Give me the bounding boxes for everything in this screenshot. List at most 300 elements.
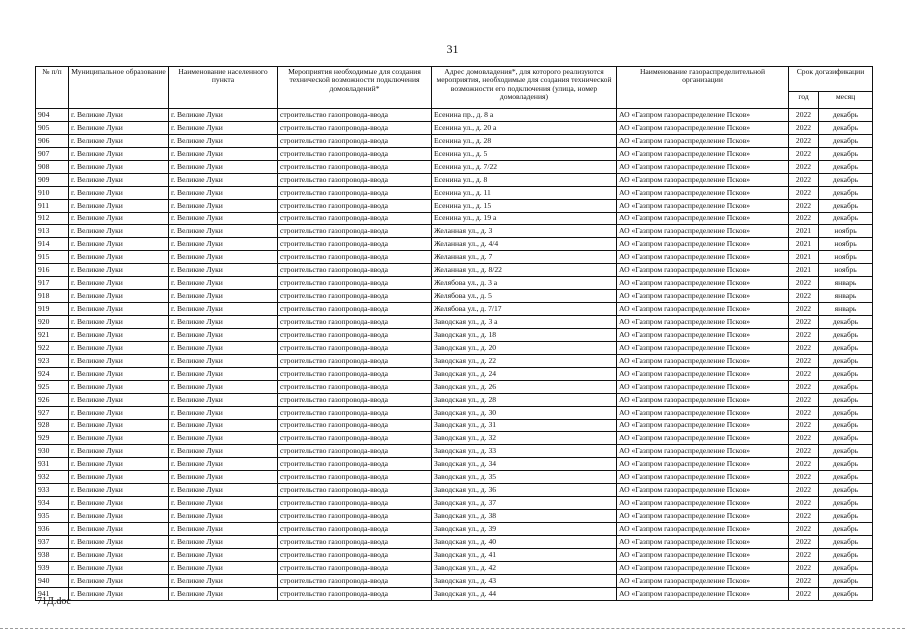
cell-measure: строительство газопровода-ввода	[278, 574, 432, 587]
cell-num: 913	[36, 225, 69, 238]
cell-municipality: г. Великие Луки	[69, 160, 169, 173]
cell-organization: АО «Газпром газораспределение Псков»	[617, 419, 789, 432]
cell-address: Есенина ул., д. 7/22	[432, 160, 617, 173]
cell-address: Есенина ул., д. 28	[432, 134, 617, 147]
cell-month: декабрь	[819, 523, 873, 536]
cell-measure: строительство газопровода-ввода	[278, 432, 432, 445]
cell-address: Заводская ул., д. 35	[432, 471, 617, 484]
cell-address: Желанная ул., д. 8/22	[432, 264, 617, 277]
cell-organization: АО «Газпром газораспределение Псков»	[617, 264, 789, 277]
cell-municipality: г. Великие Луки	[69, 380, 169, 393]
cell-year: 2022	[789, 316, 819, 329]
cell-measure: строительство газопровода-ввода	[278, 380, 432, 393]
table-row	[36, 445, 873, 458]
cell-address: Заводская ул., д. 18	[432, 328, 617, 341]
cell-month: декабрь	[819, 121, 873, 134]
gasification-schedule-table	[35, 66, 873, 601]
cell-num: 938	[36, 548, 69, 561]
cell-year: 2022	[789, 458, 819, 471]
cell-num: 911	[36, 199, 69, 212]
cell-year: 2022	[789, 328, 819, 341]
scan-edge-line	[0, 628, 905, 629]
cell-measure: строительство газопровода-ввода	[278, 264, 432, 277]
cell-organization: АО «Газпром газораспределение Псков»	[617, 225, 789, 238]
cell-settlement: г. Великие Луки	[169, 574, 278, 587]
cell-month: декабрь	[819, 471, 873, 484]
cell-year: 2022	[789, 134, 819, 147]
cell-year: 2021	[789, 251, 819, 264]
cell-address: Есенина ул., д. 19 а	[432, 212, 617, 225]
cell-num: 918	[36, 290, 69, 303]
header-measures: Мероприятия необходимые для создания технической возможности подключения домовладений*	[278, 67, 432, 109]
cell-settlement: г. Великие Луки	[169, 316, 278, 329]
cell-municipality: г. Великие Луки	[69, 561, 169, 574]
cell-measure: строительство газопровода-ввода	[278, 316, 432, 329]
cell-month: декабрь	[819, 367, 873, 380]
table-row	[36, 419, 873, 432]
cell-month: декабрь	[819, 432, 873, 445]
cell-month: ноябрь	[819, 251, 873, 264]
cell-num: 930	[36, 445, 69, 458]
cell-year: 2022	[789, 561, 819, 574]
cell-num: 920	[36, 316, 69, 329]
cell-num: 928	[36, 419, 69, 432]
cell-year: 2022	[789, 290, 819, 303]
cell-measure: строительство газопровода-ввода	[278, 354, 432, 367]
cell-month: декабрь	[819, 574, 873, 587]
cell-year: 2022	[789, 121, 819, 134]
cell-year: 2022	[789, 147, 819, 160]
cell-municipality: г. Великие Луки	[69, 121, 169, 134]
cell-measure: строительство газопровода-ввода	[278, 445, 432, 458]
cell-num: 934	[36, 497, 69, 510]
cell-settlement: г. Великие Луки	[169, 587, 278, 600]
cell-measure: строительство газопровода-ввода	[278, 419, 432, 432]
cell-settlement: г. Великие Луки	[169, 548, 278, 561]
cell-municipality: г. Великие Луки	[69, 523, 169, 536]
table-row	[36, 548, 873, 561]
cell-municipality: г. Великие Луки	[69, 341, 169, 354]
cell-address: Заводская ул., д. 31	[432, 419, 617, 432]
cell-num: 923	[36, 354, 69, 367]
cell-municipality: г. Великие Луки	[69, 367, 169, 380]
cell-year: 2022	[789, 109, 819, 122]
cell-num: 935	[36, 510, 69, 523]
cell-address: Желябова ул., д. 5	[432, 290, 617, 303]
cell-organization: АО «Газпром газораспределение Псков»	[617, 199, 789, 212]
header-year: год	[789, 92, 819, 109]
cell-month: декабрь	[819, 484, 873, 497]
cell-address: Заводская ул., д. 40	[432, 535, 617, 548]
cell-organization: АО «Газпром газораспределение Псков»	[617, 471, 789, 484]
cell-municipality: г. Великие Луки	[69, 134, 169, 147]
cell-year: 2022	[789, 393, 819, 406]
table-row	[36, 367, 873, 380]
cell-measure: строительство газопровода-ввода	[278, 225, 432, 238]
cell-num: 908	[36, 160, 69, 173]
page-number: 31	[446, 42, 459, 56]
cell-measure: строительство газопровода-ввода	[278, 471, 432, 484]
cell-organization: АО «Газпром газораспределение Псков»	[617, 367, 789, 380]
cell-year: 2022	[789, 471, 819, 484]
cell-settlement: г. Великие Луки	[169, 121, 278, 134]
cell-address: Заводская ул., д. 32	[432, 432, 617, 445]
table-row	[36, 380, 873, 393]
cell-address: Заводская ул., д. 33	[432, 445, 617, 458]
cell-address: Заводская ул., д. 44	[432, 587, 617, 600]
cell-year: 2021	[789, 264, 819, 277]
cell-year: 2022	[789, 199, 819, 212]
cell-address: Есенина ул., д. 20 а	[432, 121, 617, 134]
cell-year: 2022	[789, 587, 819, 600]
cell-year: 2022	[789, 406, 819, 419]
cell-measure: строительство газопровода-ввода	[278, 303, 432, 316]
header-deadline: Срок догазификации	[789, 67, 873, 92]
cell-month: декабрь	[819, 561, 873, 574]
cell-address: Заводская ул., д. 38	[432, 510, 617, 523]
cell-measure: строительство газопровода-ввода	[278, 548, 432, 561]
cell-measure: строительство газопровода-ввода	[278, 147, 432, 160]
cell-organization: АО «Газпром газораспределение Псков»	[617, 251, 789, 264]
cell-num: 914	[36, 238, 69, 251]
cell-num: 937	[36, 535, 69, 548]
cell-municipality: г. Великие Луки	[69, 574, 169, 587]
cell-municipality: г. Великие Луки	[69, 445, 169, 458]
cell-organization: АО «Газпром газораспределение Псков»	[617, 523, 789, 536]
cell-address: Есенина ул., д. 8	[432, 173, 617, 186]
cell-organization: АО «Газпром газораспределение Псков»	[617, 238, 789, 251]
cell-measure: строительство газопровода-ввода	[278, 510, 432, 523]
cell-month: ноябрь	[819, 264, 873, 277]
cell-organization: АО «Газпром газораспределение Псков»	[617, 109, 789, 122]
cell-organization: АО «Газпром газораспределение Псков»	[617, 587, 789, 600]
cell-month: декабрь	[819, 173, 873, 186]
cell-month: ноябрь	[819, 225, 873, 238]
cell-year: 2021	[789, 225, 819, 238]
header-settlement: Наименование населенного пункта	[169, 67, 278, 109]
cell-settlement: г. Великие Луки	[169, 134, 278, 147]
cell-address: Заводская ул., д. 22	[432, 354, 617, 367]
table-row	[36, 277, 873, 290]
cell-measure: строительство газопровода-ввода	[278, 186, 432, 199]
cell-settlement: г. Великие Луки	[169, 238, 278, 251]
cell-organization: АО «Газпром газораспределение Псков»	[617, 510, 789, 523]
cell-month: январь	[819, 303, 873, 316]
cell-year: 2022	[789, 432, 819, 445]
cell-num: 905	[36, 121, 69, 134]
table-row	[36, 484, 873, 497]
table-row	[36, 290, 873, 303]
table-row	[36, 510, 873, 523]
cell-settlement: г. Великие Луки	[169, 341, 278, 354]
cell-month: декабрь	[819, 548, 873, 561]
table-row	[36, 535, 873, 548]
cell-month: декабрь	[819, 328, 873, 341]
cell-organization: АО «Газпром газораспределение Псков»	[617, 548, 789, 561]
header-address: Адрес домовладения*, для которого реализуются мероприятия, необходимые для создания технической возможности его подключения (улица, номер домовладения)	[432, 67, 617, 109]
table-row	[36, 199, 873, 212]
table-row	[36, 225, 873, 238]
cell-address: Заводская ул., д. 30	[432, 406, 617, 419]
cell-municipality: г. Великие Луки	[69, 173, 169, 186]
cell-settlement: г. Великие Луки	[169, 419, 278, 432]
cell-month: декабрь	[819, 497, 873, 510]
cell-municipality: г. Великие Луки	[69, 303, 169, 316]
cell-year: 2022	[789, 574, 819, 587]
cell-organization: АО «Газпром газораспределение Псков»	[617, 341, 789, 354]
cell-month: декабрь	[819, 341, 873, 354]
cell-month: декабрь	[819, 393, 873, 406]
cell-address: Заводская ул., д. 20	[432, 341, 617, 354]
table-row	[36, 406, 873, 419]
cell-organization: АО «Газпром газораспределение Псков»	[617, 445, 789, 458]
table-row	[36, 173, 873, 186]
cell-organization: АО «Газпром газораспределение Псков»	[617, 173, 789, 186]
cell-measure: строительство газопровода-ввода	[278, 134, 432, 147]
cell-measure: строительство газопровода-ввода	[278, 238, 432, 251]
cell-year: 2022	[789, 173, 819, 186]
cell-measure: строительство газопровода-ввода	[278, 587, 432, 600]
cell-municipality: г. Великие Луки	[69, 212, 169, 225]
cell-month: декабрь	[819, 445, 873, 458]
cell-settlement: г. Великие Луки	[169, 535, 278, 548]
cell-organization: АО «Газпром газораспределение Псков»	[617, 134, 789, 147]
cell-num: 924	[36, 367, 69, 380]
cell-month: декабрь	[819, 212, 873, 225]
cell-month: декабрь	[819, 147, 873, 160]
cell-organization: АО «Газпром газораспределение Псков»	[617, 121, 789, 134]
cell-measure: строительство газопровода-ввода	[278, 290, 432, 303]
cell-month: декабрь	[819, 406, 873, 419]
cell-num: 915	[36, 251, 69, 264]
cell-year: 2022	[789, 341, 819, 354]
cell-measure: строительство газопровода-ввода	[278, 535, 432, 548]
cell-measure: строительство газопровода-ввода	[278, 328, 432, 341]
table-row	[36, 354, 873, 367]
cell-settlement: г. Великие Луки	[169, 251, 278, 264]
cell-settlement: г. Великие Луки	[169, 510, 278, 523]
cell-organization: АО «Газпром газораспределение Псков»	[617, 497, 789, 510]
cell-num: 927	[36, 406, 69, 419]
cell-municipality: г. Великие Луки	[69, 238, 169, 251]
cell-month: декабрь	[819, 458, 873, 471]
cell-organization: АО «Газпром газораспределение Псков»	[617, 316, 789, 329]
cell-organization: АО «Газпром газораспределение Псков»	[617, 354, 789, 367]
cell-municipality: г. Великие Луки	[69, 199, 169, 212]
cell-address: Заводская ул., д. 43	[432, 574, 617, 587]
cell-num: 917	[36, 277, 69, 290]
cell-measure: строительство газопровода-ввода	[278, 212, 432, 225]
cell-organization: АО «Газпром газораспределение Псков»	[617, 147, 789, 160]
table-row	[36, 497, 873, 510]
cell-municipality: г. Великие Луки	[69, 510, 169, 523]
cell-organization: АО «Газпром газораспределение Псков»	[617, 186, 789, 199]
cell-municipality: г. Великие Луки	[69, 264, 169, 277]
cell-month: декабрь	[819, 109, 873, 122]
cell-organization: АО «Газпром газораспределение Псков»	[617, 277, 789, 290]
cell-num: 929	[36, 432, 69, 445]
cell-measure: строительство газопровода-ввода	[278, 497, 432, 510]
cell-organization: АО «Газпром газораспределение Псков»	[617, 484, 789, 497]
cell-num: 912	[36, 212, 69, 225]
cell-settlement: г. Великие Луки	[169, 406, 278, 419]
table-row	[36, 561, 873, 574]
table-row	[36, 574, 873, 587]
cell-municipality: г. Великие Луки	[69, 354, 169, 367]
cell-month: январь	[819, 277, 873, 290]
cell-year: 2022	[789, 367, 819, 380]
cell-organization: АО «Газпром газораспределение Псков»	[617, 380, 789, 393]
cell-settlement: г. Великие Луки	[169, 328, 278, 341]
cell-year: 2022	[789, 160, 819, 173]
table-row	[36, 160, 873, 173]
cell-measure: строительство газопровода-ввода	[278, 484, 432, 497]
table-row	[36, 134, 873, 147]
cell-municipality: г. Великие Луки	[69, 419, 169, 432]
cell-municipality: г. Великие Луки	[69, 186, 169, 199]
cell-measure: строительство газопровода-ввода	[278, 121, 432, 134]
cell-settlement: г. Великие Луки	[169, 380, 278, 393]
cell-measure: строительство газопровода-ввода	[278, 523, 432, 536]
cell-municipality: г. Великие Луки	[69, 406, 169, 419]
cell-month: декабрь	[819, 380, 873, 393]
cell-month: декабрь	[819, 186, 873, 199]
cell-settlement: г. Великие Луки	[169, 225, 278, 238]
cell-num: 919	[36, 303, 69, 316]
cell-settlement: г. Великие Луки	[169, 212, 278, 225]
cell-settlement: г. Великие Луки	[169, 199, 278, 212]
cell-municipality: г. Великие Луки	[69, 328, 169, 341]
cell-address: Заводская ул., д. 26	[432, 380, 617, 393]
cell-organization: АО «Газпром газораспределение Псков»	[617, 328, 789, 341]
cell-settlement: г. Великие Луки	[169, 367, 278, 380]
cell-municipality: г. Великие Луки	[69, 548, 169, 561]
cell-month: ноябрь	[819, 238, 873, 251]
cell-num: 936	[36, 523, 69, 536]
cell-num: 932	[36, 471, 69, 484]
cell-municipality: г. Великие Луки	[69, 251, 169, 264]
cell-settlement: г. Великие Луки	[169, 354, 278, 367]
cell-organization: АО «Газпром газораспределение Псков»	[617, 290, 789, 303]
cell-organization: АО «Газпром газораспределение Псков»	[617, 303, 789, 316]
cell-settlement: г. Великие Луки	[169, 264, 278, 277]
cell-settlement: г. Великие Луки	[169, 458, 278, 471]
cell-measure: строительство газопровода-ввода	[278, 367, 432, 380]
cell-settlement: г. Великие Луки	[169, 303, 278, 316]
cell-year: 2022	[789, 548, 819, 561]
footer-filename: 71Д.doc	[37, 596, 71, 607]
cell-year: 2022	[789, 419, 819, 432]
cell-municipality: г. Великие Луки	[69, 316, 169, 329]
cell-year: 2022	[789, 445, 819, 458]
cell-municipality: г. Великие Луки	[69, 393, 169, 406]
cell-municipality: г. Великие Луки	[69, 109, 169, 122]
cell-month: январь	[819, 290, 873, 303]
table-row	[36, 251, 873, 264]
cell-num: 926	[36, 393, 69, 406]
cell-address: Желанная ул., д. 3	[432, 225, 617, 238]
header-municipality: Муниципальное образование	[69, 67, 169, 109]
cell-num: 921	[36, 328, 69, 341]
cell-month: декабрь	[819, 160, 873, 173]
cell-num: 925	[36, 380, 69, 393]
cell-settlement: г. Великие Луки	[169, 497, 278, 510]
cell-year: 2022	[789, 523, 819, 536]
cell-municipality: г. Великие Луки	[69, 535, 169, 548]
table-row	[36, 121, 873, 134]
cell-settlement: г. Великие Луки	[169, 147, 278, 160]
cell-month: декабрь	[819, 510, 873, 523]
cell-month: декабрь	[819, 419, 873, 432]
cell-address: Есенина пр., д. 8 а	[432, 109, 617, 122]
table-row	[36, 393, 873, 406]
header-num: № п/п	[36, 67, 69, 109]
table-row	[36, 328, 873, 341]
cell-address: Есенина ул., д. 11	[432, 186, 617, 199]
cell-year: 2022	[789, 186, 819, 199]
cell-address: Заводская ул., д. 24	[432, 367, 617, 380]
cell-year: 2022	[789, 380, 819, 393]
cell-num: 941	[36, 587, 69, 600]
table-row	[36, 238, 873, 251]
cell-organization: АО «Газпром газораспределение Псков»	[617, 432, 789, 445]
table-body	[36, 109, 873, 601]
cell-measure: строительство газопровода-ввода	[278, 160, 432, 173]
cell-organization: АО «Газпром газораспределение Псков»	[617, 535, 789, 548]
cell-month: декабрь	[819, 354, 873, 367]
cell-num: 910	[36, 186, 69, 199]
cell-settlement: г. Великие Луки	[169, 277, 278, 290]
cell-address: Есенина ул., д. 5	[432, 147, 617, 160]
cell-year: 2022	[789, 484, 819, 497]
cell-municipality: г. Великие Луки	[69, 484, 169, 497]
cell-month: декабрь	[819, 134, 873, 147]
cell-month: декабрь	[819, 316, 873, 329]
cell-address: Заводская ул., д. 34	[432, 458, 617, 471]
cell-settlement: г. Великие Луки	[169, 561, 278, 574]
cell-num: 906	[36, 134, 69, 147]
cell-year: 2022	[789, 535, 819, 548]
table-row	[36, 264, 873, 277]
cell-organization: АО «Газпром газораспределение Псков»	[617, 393, 789, 406]
cell-year: 2022	[789, 354, 819, 367]
cell-num: 909	[36, 173, 69, 186]
cell-year: 2021	[789, 238, 819, 251]
cell-num: 907	[36, 147, 69, 160]
cell-municipality: г. Великие Луки	[69, 277, 169, 290]
table-row	[36, 471, 873, 484]
cell-municipality: г. Великие Луки	[69, 587, 169, 600]
cell-municipality: г. Великие Луки	[69, 458, 169, 471]
cell-settlement: г. Великие Луки	[169, 445, 278, 458]
cell-settlement: г. Великие Луки	[169, 471, 278, 484]
cell-settlement: г. Великие Луки	[169, 432, 278, 445]
cell-address: Заводская ул., д. 37	[432, 497, 617, 510]
cell-measure: строительство газопровода-ввода	[278, 341, 432, 354]
cell-measure: строительство газопровода-ввода	[278, 458, 432, 471]
cell-address: Желябова ул., д. 3 а	[432, 277, 617, 290]
cell-organization: АО «Газпром газораспределение Псков»	[617, 561, 789, 574]
cell-year: 2022	[789, 212, 819, 225]
header-month: месяц	[819, 92, 873, 109]
cell-settlement: г. Великие Луки	[169, 160, 278, 173]
table-row	[36, 432, 873, 445]
cell-organization: АО «Газпром газораспределение Псков»	[617, 574, 789, 587]
table-row	[36, 212, 873, 225]
cell-address: Заводская ул., д. 39	[432, 523, 617, 536]
cell-measure: строительство газопровода-ввода	[278, 109, 432, 122]
cell-measure: строительство газопровода-ввода	[278, 173, 432, 186]
